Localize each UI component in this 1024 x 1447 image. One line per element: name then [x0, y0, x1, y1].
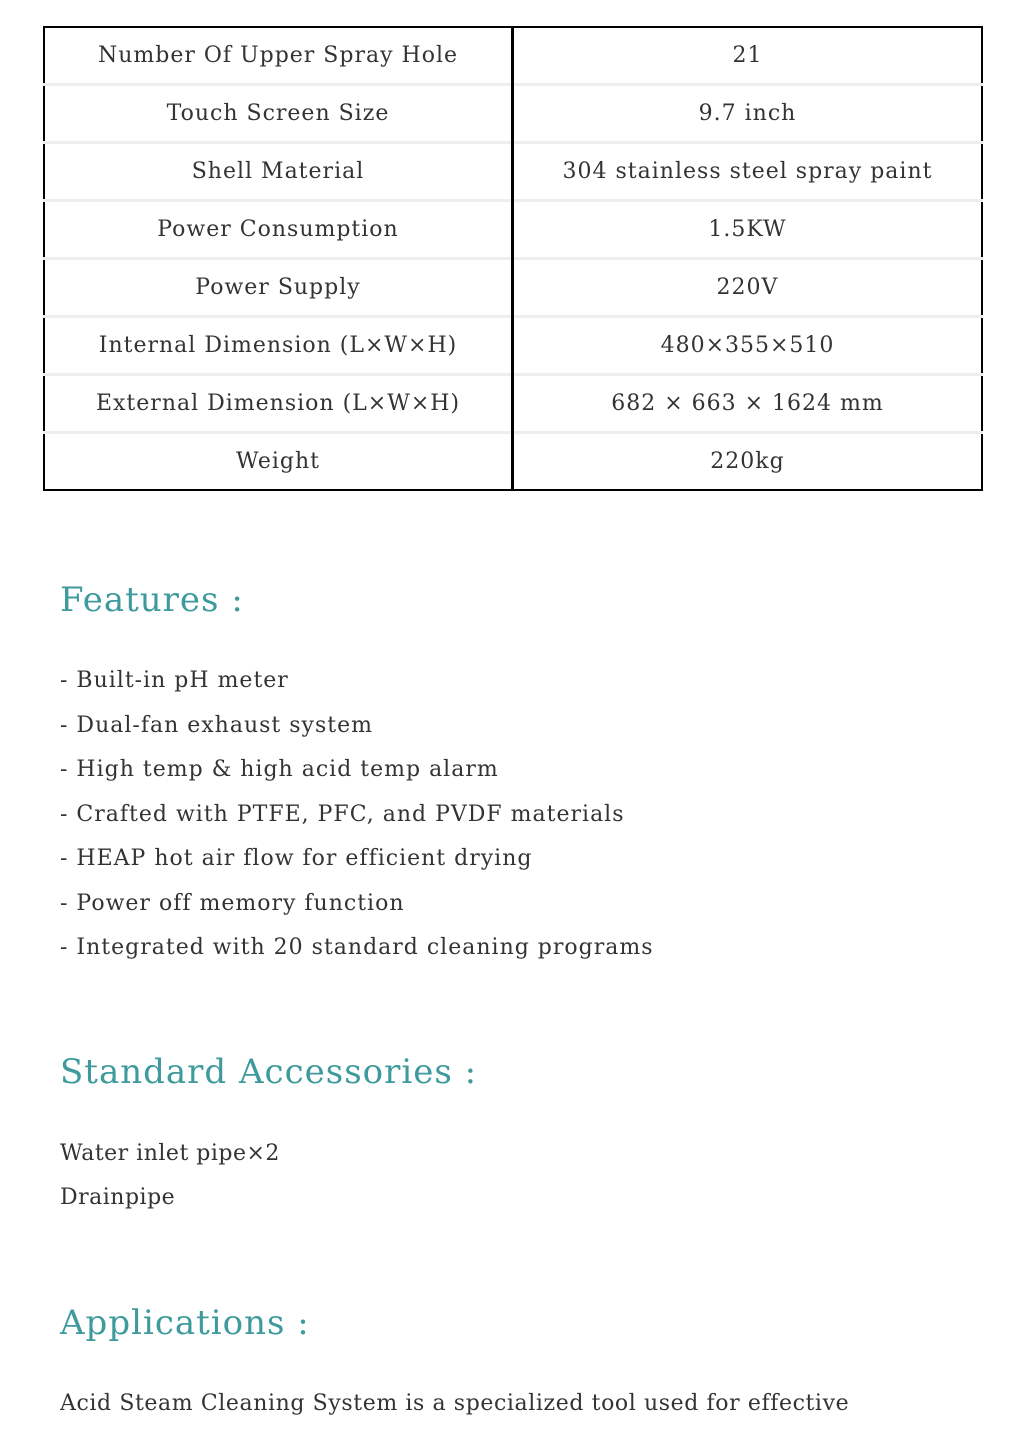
spec-label: Shell Material	[44, 143, 513, 201]
list-item: - Built-in pH meter	[60, 668, 289, 693]
list-item: - Crafted with PTFE, PFC, and PVDF materials	[60, 801, 625, 827]
spec-label: Number Of Upper Spray Hole	[44, 27, 513, 85]
list-item: - High temp & high acid temp alarm	[60, 757, 499, 782]
table-row	[44, 143, 982, 201]
list-item: Drainpipe	[60, 1185, 176, 1210]
spec-label: Internal Dimension (L×W×H)	[44, 317, 513, 375]
table-row	[44, 259, 982, 317]
spec-value: 304 stainless steel spray paint	[513, 143, 983, 201]
spec-value: 480×355×510	[513, 317, 983, 375]
list-item: - Integrated with 20 standard cleaning programs	[60, 935, 654, 960]
list-item: Water inlet pipe×2	[60, 1141, 280, 1166]
table-row	[44, 375, 982, 433]
spec-value: 9.7 inch	[513, 85, 983, 143]
table-row	[44, 433, 982, 491]
spec-label: Weight	[44, 433, 513, 491]
spec-label: Power Supply	[44, 259, 513, 317]
spec-value: 220kg	[513, 433, 983, 491]
spec-value: 21	[732, 43, 763, 68]
table-row	[44, 85, 982, 143]
specifications-table	[43, 26, 983, 491]
list-item: - Power off memory function	[60, 890, 405, 916]
table-row	[44, 27, 982, 85]
spec-value: 1.5KW	[513, 201, 983, 259]
spec-value: 220V	[513, 259, 983, 317]
features-list	[60, 662, 654, 974]
spec-label: External Dimension (L×W×H)	[44, 375, 513, 433]
spec-label: Touch Screen Size	[44, 85, 513, 143]
applications-heading: Applications :	[60, 1303, 310, 1343]
list-item: - HEAP hot air flow for efficient drying	[60, 846, 533, 871]
features-heading: Features :	[60, 580, 244, 620]
accessories-list	[60, 1136, 280, 1224]
accessories-heading: Standard Accessories :	[60, 1052, 478, 1092]
spec-value: 682 × 663 × 1624 mm	[513, 375, 983, 433]
spec-label: Power Consumption	[44, 201, 513, 259]
table-row	[44, 317, 982, 375]
list-item: - Dual-fan exhaust system	[60, 712, 373, 738]
table-row	[44, 201, 982, 259]
applications-text: Acid Steam Cleaning System is a specialized tool used for effective	[60, 1391, 850, 1416]
